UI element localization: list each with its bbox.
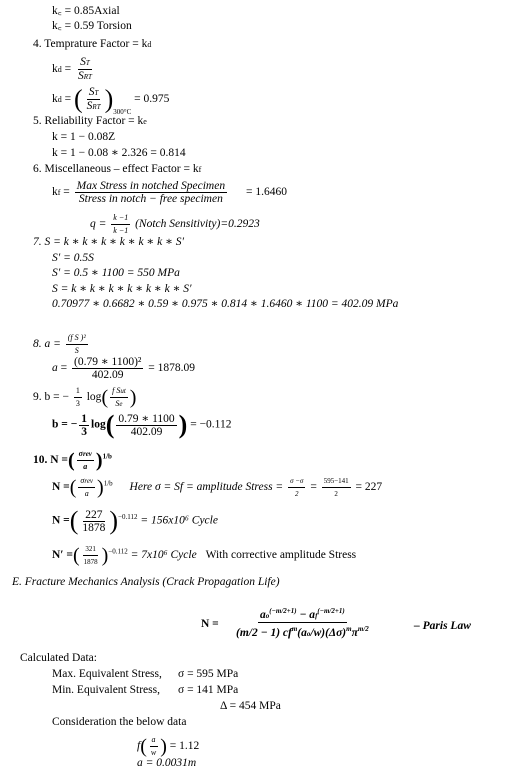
n-value-equation: N =( $\frac{227}{1878}$ )$^{-0.112}$ = 156x10⁶ Cycle: [52, 506, 218, 535]
paris-law-lhs: N =: [201, 618, 219, 630]
paris-law-label: – Paris Law: [414, 620, 471, 632]
paris-law-fraction: $\frac{ao^{(-m/2+1)} - af^{(-m/2+1)}}{(m/2 - 1) cf^m(ao/w)(\Delta\sigma)^m\pi^{m/2}}$: [236, 607, 369, 639]
notch-sensitivity-equation: q = $\frac{k -1}{k -1}$ (Notch Sensitivity)=0.2923: [90, 213, 260, 235]
delta-stress-row: Δ = 454 MPa: [220, 700, 281, 712]
n-prime-equation: N′ =( $\frac{321}{1878}$ )$^{-0.112}$ = 7x10⁶ Cycle With corrective amplitude Stress: [52, 544, 357, 567]
reliability-heading: 5. Reliability Factor = ke: [33, 115, 147, 127]
consideration-label: Consideration the below data: [52, 716, 187, 728]
kd-ratio-equation: kd = $\frac{ST}{\text{SRT}}$: [52, 56, 92, 82]
kf-equation: kf = $\frac{\text{Max Stress in notched Specimen}}{\text{Stress in notch − free specimen}}$ = 1.6460: [52, 180, 287, 205]
se-equation-5: 0.70977 ∗ 0.6682 ∗ 0.59 ∗ 0.975 ∗ 0.814 ∗ 1.6460 ∗ 1100 = 402.09 MPa: [52, 298, 399, 310]
temp-factor-heading: 4. Temprature Factor = kd: [33, 38, 152, 50]
n-amplitude-equation: N =( $\frac{\text{σrev}}{a}$ )$^{1/b}$ Here σ = Sf = amplitude Stress = $\frac{\sigma -\sigma}{2}$ = $\frac{595-141}{2}$ = 227: [52, 476, 383, 499]
se-equation-1: 7. S = k ∗ k ∗ k ∗ k ∗ k ∗ k ∗ S′: [33, 236, 185, 248]
ke-equation-2: k = 1 − 0.08 ∗ 2.326 = 0.814: [52, 147, 186, 159]
f-ratio-equation: f( $\frac{a}{w}$ ) = 1.12: [137, 735, 200, 758]
a-value-equation: a = $\frac{\text{(0.79 ∗ 1100)²}}{402.09}$ = 1878.09: [52, 356, 195, 381]
kc-torsion-line: k꜀ = 0.59 Torsion: [52, 20, 132, 32]
misc-effect-heading: 6. Miscellaneous – effect Factor = kf: [33, 163, 202, 175]
n-heading-equation: 10. N =( $\frac{\text{σrev}}{a}$ )$^{1/b}$: [33, 449, 112, 472]
kc-axial-line: k꜀ = 0.85Axial: [52, 5, 120, 17]
se-equation-3: S′ = 0.5 ∗ 1100 = 550 MPa: [52, 267, 180, 279]
max-stress-row: Max. Equivalent Stress, σ = 595 MPa: [52, 668, 239, 680]
a-heading-equation: 8. a = $\frac{\text{(f S )²}}{S}$: [33, 333, 86, 355]
a0-value-equation: a = 0.0031m: [137, 757, 197, 769]
se-equation-2: S′ = 0.5S: [52, 252, 94, 264]
min-stress-row: Min. Equivalent Stress, σ = 141 MPa: [52, 684, 239, 696]
section-e-heading: E. Fracture Mechanics Analysis (Crack Propagation Life): [12, 576, 280, 588]
kd-value-equation: kd = ( $\frac{ST}{\text{SRT}}$ )$_{300^\circ C} = 0.975$: [52, 84, 170, 117]
calculated-data-label: Calculated Data:: [20, 652, 97, 664]
b-value-equation: b = − $\frac{1}{3}$ log( $\frac{0.79 ∗ 1100}{402.09}$ ) = −0.112: [52, 410, 232, 439]
se-equation-4: S = k ∗ k ∗ k ∗ k ∗ k ∗ k ∗ S′: [52, 283, 192, 295]
ke-equation-1: k = 1 − 0.08Z: [52, 131, 116, 143]
b-heading-equation: 9. b = − $\frac{1}{3}$ log( $\frac{\text{f Sut}}{Se}$ ): [33, 386, 137, 409]
